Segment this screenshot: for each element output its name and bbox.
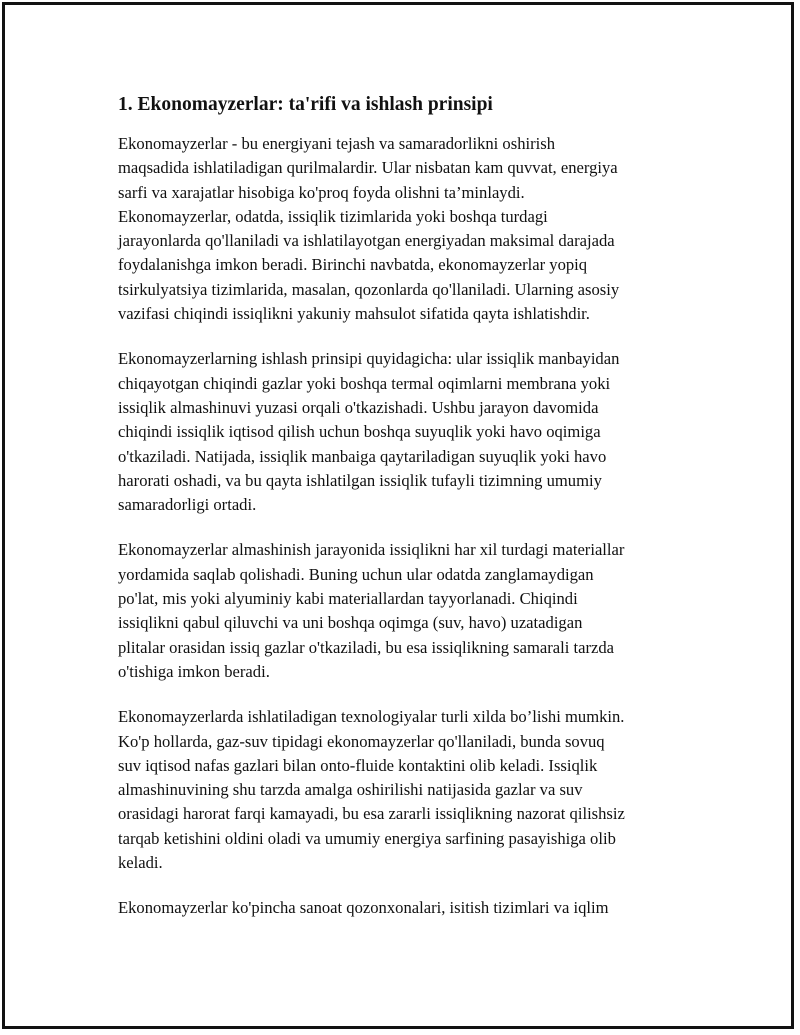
section-heading: 1. Ekonomayzerlar: ta'rifi va ishlash prinsipi: [118, 94, 493, 115]
document-body: [118, 92, 688, 942]
paragraph-working-principle: Ekonomayzerlarning ishlash prinsipi quyidagicha: ular issiqlik manbayidan chiqayotgan chiqindi gazlar yoki boshqa termal oqimlarni membrana yoki issiqlik almashinuvi yuzasi orqali o'tkazishadi. Ushbu jarayon davomida chiqindi issiqlik iqtisod qilish uchun boshqa suyuqlik yoki havo oqimiga o'tkaziladi. Natijada, issiqlik manbaiga qaytariladigan suyuqlik yoki havo harorati oshadi, va bu qayta ishlatilgan issiqlik tufayli tizimning umumiy samaradorligi ortadi.: [118, 349, 620, 515]
paragraph-definition: Ekonomayzerlar - bu energiyani tejash va samaradorlikni oshirish maqsadida ishlatiladigan qurilmalardir. Ular nisbatan kam quvvat, energiya sarfi va xarajatlar hisobiga ko'proq foyda olishni ta’minlaydi. Ekonomayzerlar, odatda, issiqlik tizimlarida yoki boshqa turdagi jarayonlarda qo'llaniladi va ishlatilayotgan energiyadan maksimal darajada foydalanishga imkon beradi. Birinchi navbatda, ekonomayzerlar yopiq tsirkulyatsiya tizimlarida, masalan, qozonlarda qo'llaniladi. Ularning asosiy vazifasi chiqindi issiqlikni yakuniy mahsulot sifatida qayta ishlatishdir.: [118, 134, 620, 324]
paragraph-applications: Ekonomayzerlar ko'pincha sanoat qozonxonalari, isitish tizimlari va iqlim: [118, 898, 609, 918]
paragraph-technologies: Ekonomayzerlarda ishlatiladigan texnologiyalar turli xilda bo’lishi mumkin. Ko'p hollarda, gaz-suv tipidagi ekonomayzerlar qo'llaniladi, bunda sovuq suv iqtisod nafas gazlari bilan onto-fluide kontaktini olib keladi. Issiqlik almashinuvining shu tarzda amalga oshirilishi natijasida gazlar va suv orasidagi harorat farqi kamayadi, bu esa zararli issiqlikning nazorat qilishsiz tarqab ketishini oldini oladi va umumiy energiya sarfining pasayishiga olib keladi.: [118, 707, 625, 873]
paragraph-materials: Ekonomayzerlar almashinish jarayonida issiqlikni har xil turdagi materiallar yordamida saqlab qolishadi. Buning uchun ular odatda zanglamaydigan po'lat, mis yoki alyuminiy kabi materiallardan tayyorlanadi. Chiqindi issiqlikni qabul qiluvchi va uni boshqa oqimga (suv, havo) uzatadigan plitalar orasidan issiq gazlar o'tkaziladi, bu esa issiqlikning samarali tarzda o'tishiga imkon beradi.: [118, 540, 625, 681]
